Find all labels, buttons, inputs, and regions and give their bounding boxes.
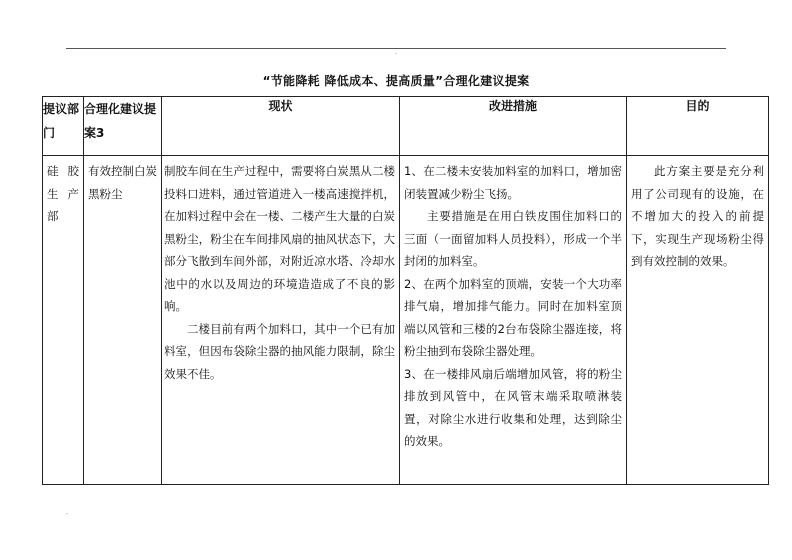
measure-item: 主要措施是在用白铁皮围住加料口的三面（一面留加料人员投料），形成一个半封闭的加料室。 <box>404 209 622 268</box>
measure-item: 1、在二楼未安装加料室的加料口，增加密闭装置减少粉尘飞扬。 <box>404 164 622 201</box>
header-purpose: 目的 <box>627 97 769 156</box>
measure-item: 3、在一楼排风扇后端增加风管，将的粉尘排放到风管中，在风管末端采取喷淋装置，对除尘水进行收集和处理，达到除尘的效果。 <box>404 366 622 448</box>
footer-dot: . <box>66 509 68 516</box>
document-title: “节能降耗 降低成本、提高质量”合理化建议提案 <box>262 74 530 88</box>
purpose-text: 此方案主要是充分利用了公司现有的设施，在不增加大的投入的前提下，实现生产现场粉尘得到有效控制的效果。 <box>631 164 764 268</box>
cell-purpose <box>627 156 769 485</box>
measure-item: 2、在两个加料室的顶端，安装一个大功率排气扇，增加排气能力。同时在加料室顶端以风管和三楼的2台布袋除尘器连接，将粉尘抽到布袋除尘器处理。 <box>404 276 622 358</box>
table-row <box>43 156 769 485</box>
header-dot: . <box>395 49 397 56</box>
dept-text: 硅胶生产部 <box>47 164 79 223</box>
cell-proposal <box>84 156 162 485</box>
header-measures: 改进措施 <box>400 97 627 156</box>
header-proposal: 合理化建议提案3 <box>84 97 162 156</box>
proposal-table <box>42 96 769 485</box>
header-dept: 提议部门 <box>43 97 84 156</box>
proposal-text: 有效控制白炭黑粉尘 <box>88 164 157 201</box>
header-status: 现状 <box>162 97 400 156</box>
cell-dept <box>43 156 84 485</box>
status-paragraph: 制胶车间在生产过程中，需要将白炭黑从二楼投料口进料，通过管道进入一楼高速搅拌机，在加料过程中会在一楼、二楼产生大量的白炭黑粉尘，粉尘在车间排风扇的抽风状态下，大部分飞散到车间外部，对附近凉水塔、冷却水池中的水以及周边的环境造造成了不良的影响。 <box>164 164 395 313</box>
status-paragraph: 二楼目前有两个加料口，其中一个已有加料室，但因布袋除尘器的抽风能力限制，除尘效果不佳。 <box>164 321 395 381</box>
cell-status <box>162 156 400 485</box>
cell-measures <box>400 156 627 485</box>
table-header-row <box>43 97 769 156</box>
